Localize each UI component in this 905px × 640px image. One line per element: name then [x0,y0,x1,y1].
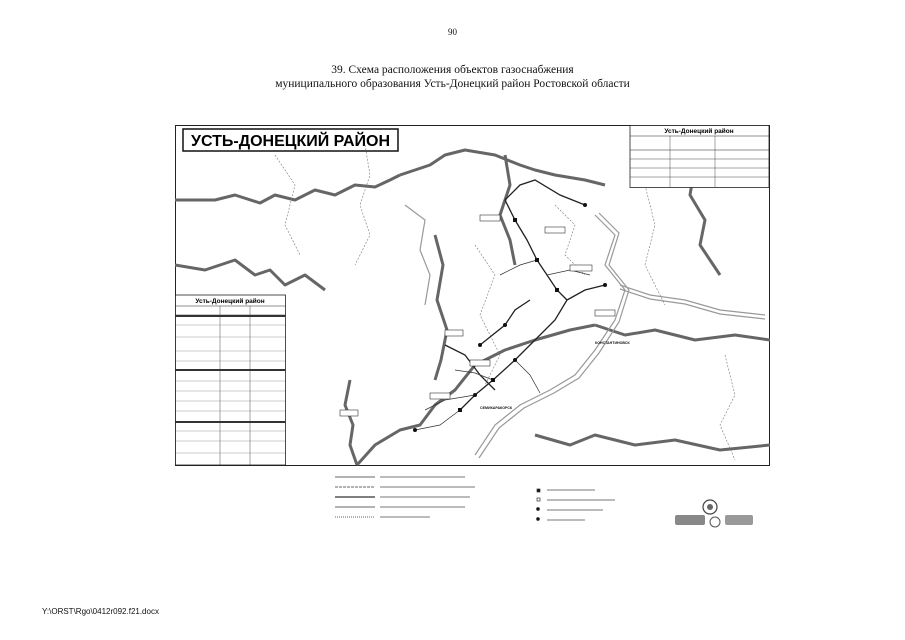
map-label-konstantinovsk: КОНСТАНТИНОВСК [595,341,630,345]
left-summary-table [176,295,286,465]
title-line-1: 39. Схема расположения объектов газоснабжения [331,64,574,76]
page-number: 90 [448,27,457,37]
gas-supply-map [175,125,770,540]
map-legend [335,477,615,521]
right-summary-table [630,126,769,188]
map-label-semikarakorsk: СЕМИКАРАКОРСК [480,406,513,410]
company-logos [675,500,753,527]
footer-file-path: Y:\ORST\Rgo\0412r092.f21.docx [42,607,159,616]
left-table-title: Усть-Донецкий район [195,298,265,305]
title-line-2: муниципального образования Усть-Донецкий район Ростовской области [275,78,630,90]
right-table-title: Усть-Донецкий район [664,128,734,135]
map-heading: УСТЬ-ДОНЕЦКИЙ РАЙОН [191,133,390,150]
page-title [0,63,905,91]
